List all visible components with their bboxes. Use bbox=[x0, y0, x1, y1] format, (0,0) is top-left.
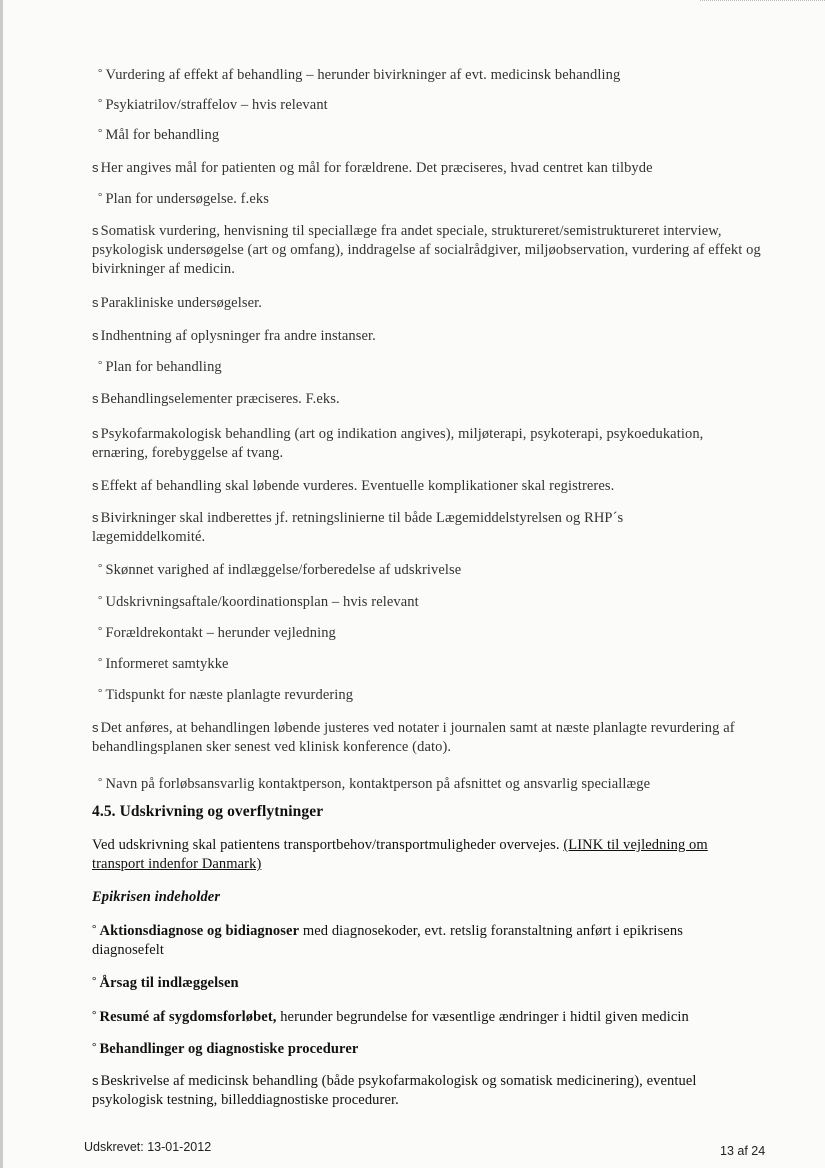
list-item: ° Informeret samtykke bbox=[98, 656, 229, 672]
list-item: s Beskrivelse af medicinsk behandling (både psykofarmakologisk og somatisk medicinering), eventuel psykologisk testning, billeddiagnostiske procedurer. bbox=[92, 1073, 697, 1108]
list-item: s Psykofarmakologisk behandling (art og indikation angives), miljøterapi, psykoterapi, psykoedukation, ernæring, forebyggelse af tvang. bbox=[92, 426, 704, 461]
list-item: ° Behandlinger og diagnostiske procedurer bbox=[92, 1041, 359, 1057]
list-item: ° Skønnet varighed af indlæggelse/forberedelse af udskrivelse bbox=[98, 562, 462, 578]
list-item: ° Vurdering af effekt af behandling – herunder bivirkninger af evt. medicinsk behandling bbox=[98, 67, 621, 83]
list-item: s Somatisk vurdering, henvisning til speciallæge fra andet speciale, struktureret/semistruktureret interview, psykologisk undersøgelse (art og omfang), inddragelse af socialrådgiver, miljøobservation, vurdering af effekt og bivirkninger af medicin. bbox=[92, 223, 761, 277]
section-heading: 4.5. Udskrivning og overflytninger bbox=[92, 803, 324, 820]
list-item: ° Udskrivningsaftale/koordinationsplan – hvis relevant bbox=[98, 594, 419, 610]
list-item: ° Plan for behandling bbox=[98, 359, 222, 375]
list-item: ° Tidspunkt for næste planlagte revurdering bbox=[98, 687, 354, 703]
list-item: s Det anføres, at behandlingen løbende justeres ved notater i journalen samt at næste planlagte revurdering af behandlingsplanen sker senest ved klinisk konference (dato). bbox=[92, 720, 735, 755]
list-item: s Parakliniske undersøgelser. bbox=[92, 295, 262, 311]
list-item: ° Psykiatrilov/straffelov – hvis relevant bbox=[98, 97, 328, 113]
footer-printed-date: Udskrevet: 13-01-2012 bbox=[84, 1140, 212, 1154]
list-item: s Behandlingselementer præciseres. F.eks. bbox=[92, 391, 340, 407]
page-edge bbox=[0, 0, 3, 1168]
list-item: ° Navn på forløbsansvarlig kontaktperson, kontaktperson på afsnittet og ansvarlig speciallæge bbox=[98, 776, 651, 792]
list-item: s Indhentning af oplysninger fra andre instanser. bbox=[92, 328, 376, 344]
transport-link[interactable]: (LINK til vejledning om transport indenfor Danmark) bbox=[92, 837, 708, 872]
list-item: ° Mål for behandling bbox=[98, 127, 220, 143]
list-item: ° Årsag til indlæggelsen bbox=[92, 975, 239, 991]
transport-paragraph: Ved udskrivning skal patientens transportbehov/transportmuligheder overvejes. (LINK til vejledning om transport indenfor Danmark) bbox=[92, 837, 708, 872]
list-item: s Bivirkninger skal indberettes jf. retningslinierne til både Lægemiddelstyrelsen og RHP´s lægemiddelkomité. bbox=[92, 510, 624, 545]
footer-page-number: 13 af 24 bbox=[720, 1144, 766, 1158]
list-item: s Her angives mål for patienten og mål for forældrene. Det præciseres, hvad centret kan tilbyde bbox=[92, 160, 653, 176]
list-item: ° Aktionsdiagnose og bidiagnoser med diagnosekoder, evt. retslig foranstaltning anført i epikrisens diagnosefelt bbox=[92, 923, 683, 958]
list-item: ° Resumé af sygdomsforløbet, herunder begrundelse for væsentlige ændringer i hidtil given medicin bbox=[92, 1009, 689, 1025]
list-item: ° Forældrekontakt – herunder vejledning bbox=[98, 625, 336, 641]
list-item: ° Plan for undersøgelse. f.eks bbox=[98, 191, 269, 207]
epikrise-heading: Epikrisen indeholder bbox=[92, 889, 221, 905]
list-item: s Effekt af behandling skal løbende vurderes. Eventuelle komplikationer skal registreres. bbox=[92, 478, 615, 494]
page-edge-top bbox=[700, 0, 825, 3]
